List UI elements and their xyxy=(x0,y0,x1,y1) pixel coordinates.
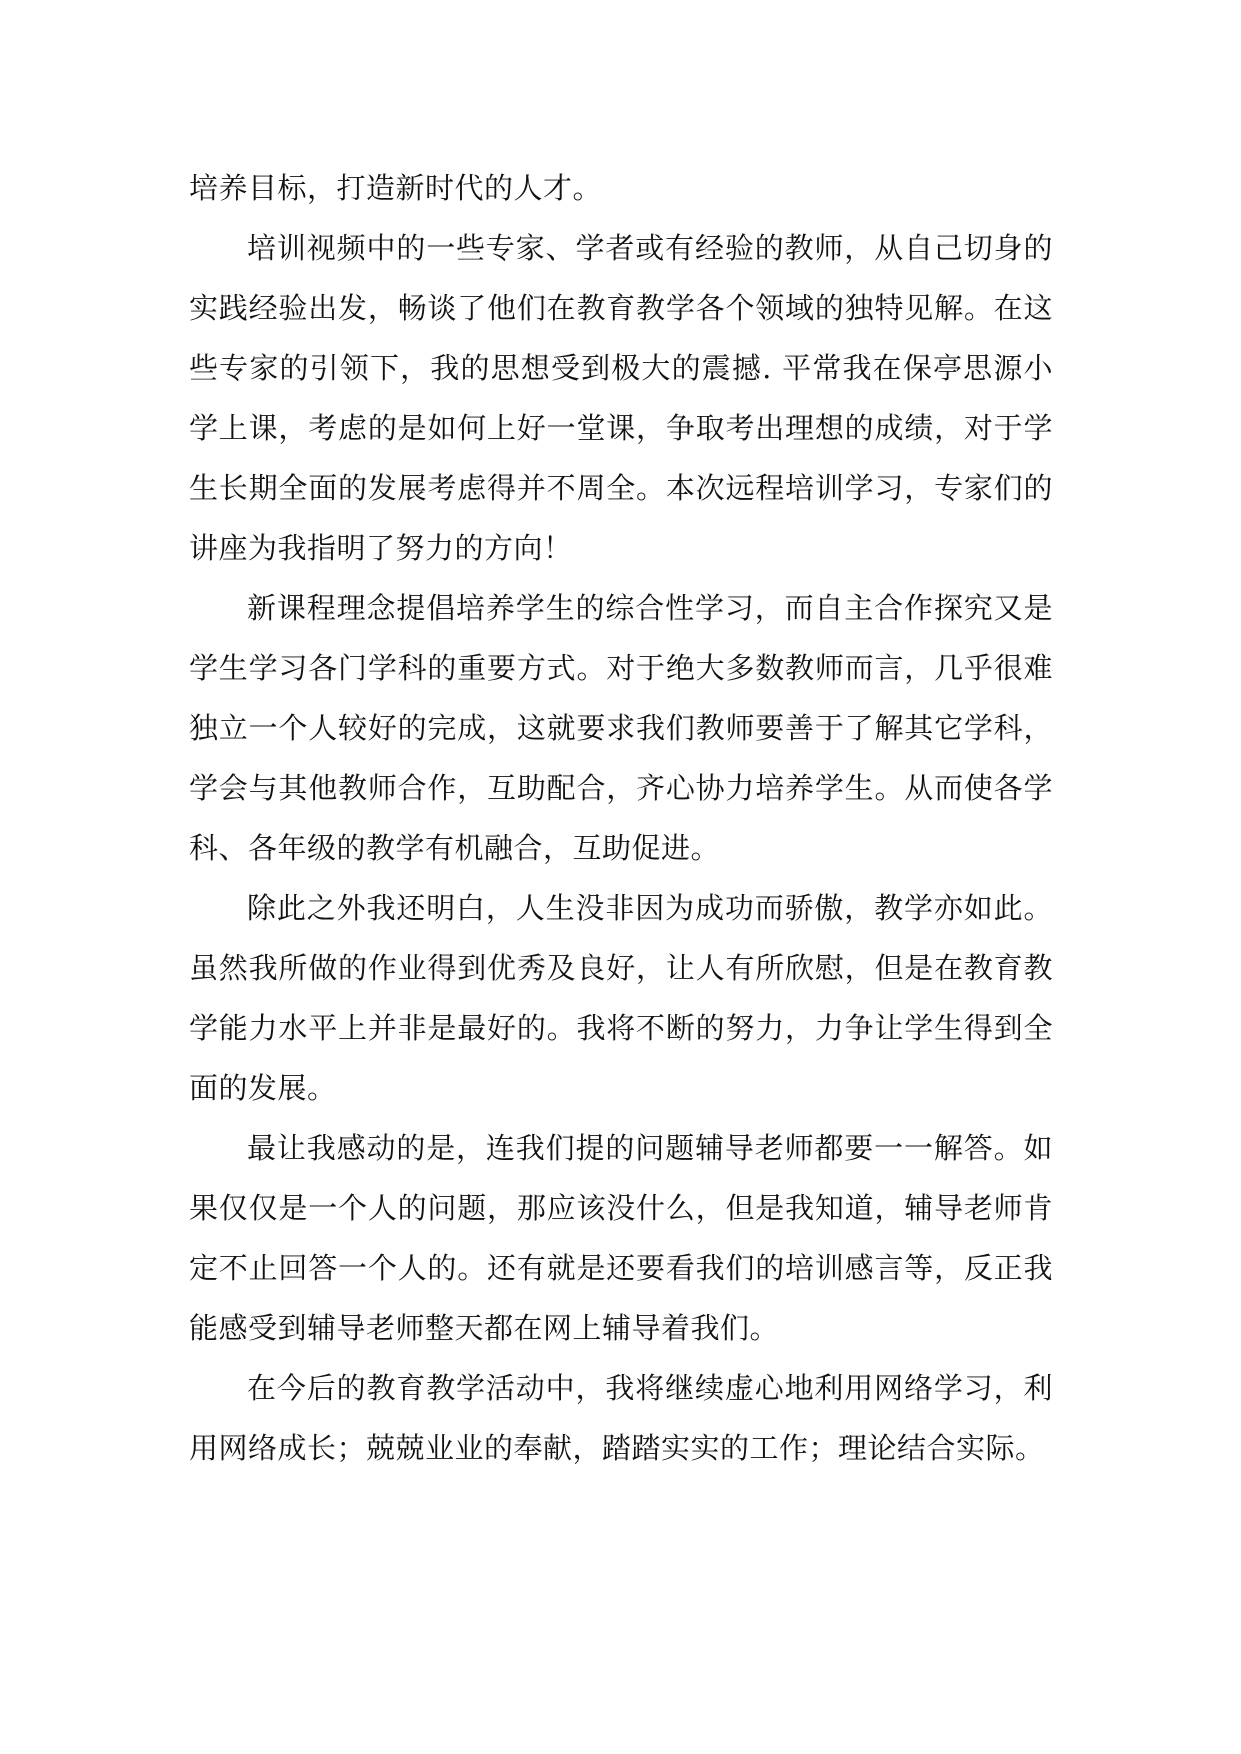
paragraph-reflection: 除此之外我还明白，人生没非因为成功而骄傲，教学亦如此。虽然我所做的作业得到优秀及良好，让人有所欣慰，但是在教育教学能力水平上并非是最好的。我将不断的努力，力争让学生得到全面的发展。 xyxy=(189,891,1053,1105)
paragraph-continuation: 培养目标，打造新时代的人才。 xyxy=(189,171,603,205)
paragraph-training-videos: 培训视频中的一些专家、学者或有经验的教师，从自己切身的实践经验出发，畅谈了他们在教育教学各个领域的独特见解。在这些专家的引领下，我的思想受到极大的震撼. 平常我在保亭思源小学上课，考虑的是如何上好一堂课，争取考出理想的成绩，对于学生长期全面的发展考虑得并不周全。本次远程培训学习，专家们的讲座为我指明了努力的方向！ xyxy=(189,231,1053,565)
paragraph-new-curriculum: 新课程理念提倡培养学生的综合性学习，而自主合作探究又是学生学习各门学科的重要方式。对于绝大多数教师而言，几乎很难独立一个人较好的完成，这就要求我们教师要善于了解其它学科，学会与其他教师合作，互助配合，齐心协力培养学生。从而使各学科、各年级的教学有机融合，互助促进。 xyxy=(189,591,1053,865)
paragraph-tutors: 最让我感动的是，连我们提的问题辅导老师都要一一解答。如果仅仅是一个人的问题，那应该没什么，但是我知道，辅导老师肯定不止回答一个人的。还有就是还要看我们的培训感言等，反正我能感受到辅导老师整天都在网上辅导着我们。 xyxy=(189,1131,1053,1345)
paragraph-future-plans: 在今后的教育教学活动中，我将继续虚心地利用网络学习，利用网络成长；兢兢业业的奉献，踏踏实实的工作；理论结合实际。 xyxy=(189,1371,1053,1465)
document-body xyxy=(189,158,1053,1478)
